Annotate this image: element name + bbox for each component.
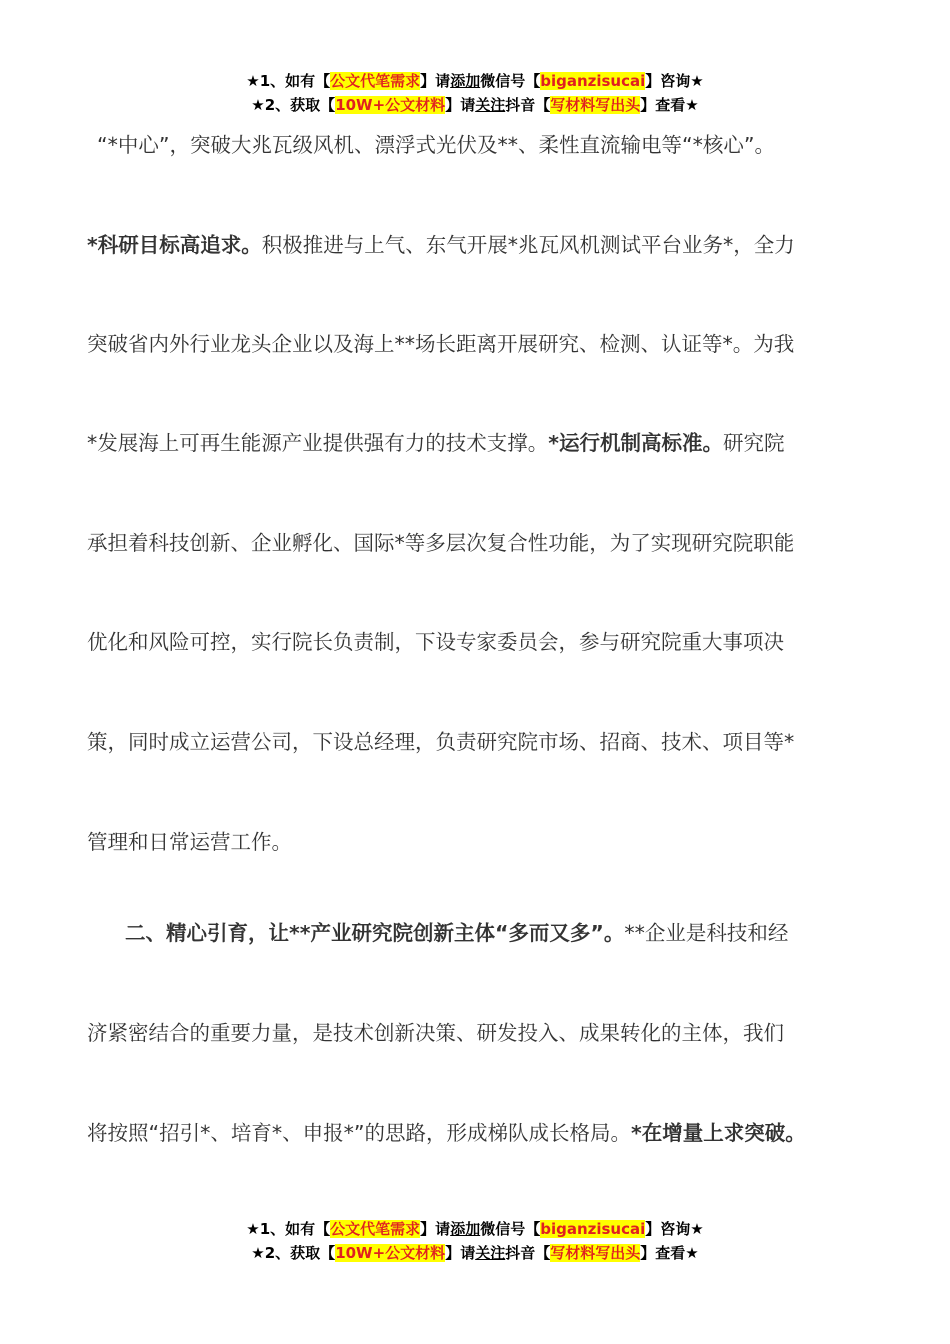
section-heading: 二、精心引育，让**产业研究院创新主体“多而又多”。 — [125, 921, 625, 945]
bold-heading: *在增量上求突破。 — [631, 1121, 806, 1145]
highlight-service: 公文代笔需求 — [330, 72, 421, 90]
footer-banner — [0, 1217, 950, 1265]
highlight-wechat-id: biganzisucai — [540, 1220, 646, 1238]
text-line: *科研目标高追求。积极推进与上气、东气开展*兆瓦风机测试平台业务*，全力 — [87, 233, 795, 257]
highlight-wechat-id: biganzisucai — [540, 72, 646, 90]
text-line: *发展海上可再生能源产业提供强有力的技术支撑。*运行机制高标准。研究院 — [87, 431, 785, 455]
text-line: 突破省内外行业龙头企业以及海上**场长距离开展研究、检测、认证等*。为我 — [87, 332, 795, 356]
text-line: 管理和日常运营工作。 — [87, 830, 292, 854]
bold-heading: *科研目标高追求。 — [87, 233, 262, 257]
banner-line-2: ★2、获取【10W+公文材料】请关注抖音【写材料写出头】查看★ — [251, 96, 699, 114]
text-line: 承担着科技创新、企业孵化、国际*等多层次复合性功能，为了实现研究院职能 — [87, 531, 795, 555]
banner-line-1: ★1、如有【公文代笔需求】请添加微信号【biganzisucai】咨询★ — [246, 1220, 704, 1238]
bold-heading: *运行机制高标准。 — [548, 431, 723, 455]
highlight-materials: 10W+公文材料 — [335, 96, 446, 114]
text-line: 将按照“招引*、培育*、申报*”的思路，形成梯队成长格局。*在增量上求突破。 — [87, 1121, 806, 1145]
text-line: 优化和风险可控，实行院长负责制，下设专家委员会，参与研究院重大事项决 — [87, 630, 784, 654]
text-line: 策，同时成立运营公司，下设总经理，负责研究院市场、招商、技术、项目等* — [87, 730, 795, 754]
text-line: 二、精心引育，让**产业研究院创新主体“多而又多”。**企业是科技和经 — [125, 921, 789, 945]
text-line: “*中心”，突破大兆瓦级风机、漂浮式光伏及**、柔性直流输电等“*核心”。 — [97, 133, 775, 157]
highlight-douyin: 写材料写出头 — [550, 96, 641, 114]
text-line: 济紧密结合的重要力量，是技术创新决策、研发投入、成果转化的主体，我们 — [87, 1021, 784, 1045]
highlight-service: 公文代笔需求 — [330, 1220, 421, 1238]
highlight-materials: 10W+公文材料 — [335, 1244, 446, 1262]
highlight-douyin: 写材料写出头 — [550, 1244, 641, 1262]
banner-line-1: ★1、如有【公文代笔需求】请添加微信号【biganzisucai】咨询★ — [246, 72, 704, 90]
header-banner — [0, 69, 950, 117]
banner-line-2: ★2、获取【10W+公文材料】请关注抖音【写材料写出头】查看★ — [251, 1244, 699, 1262]
